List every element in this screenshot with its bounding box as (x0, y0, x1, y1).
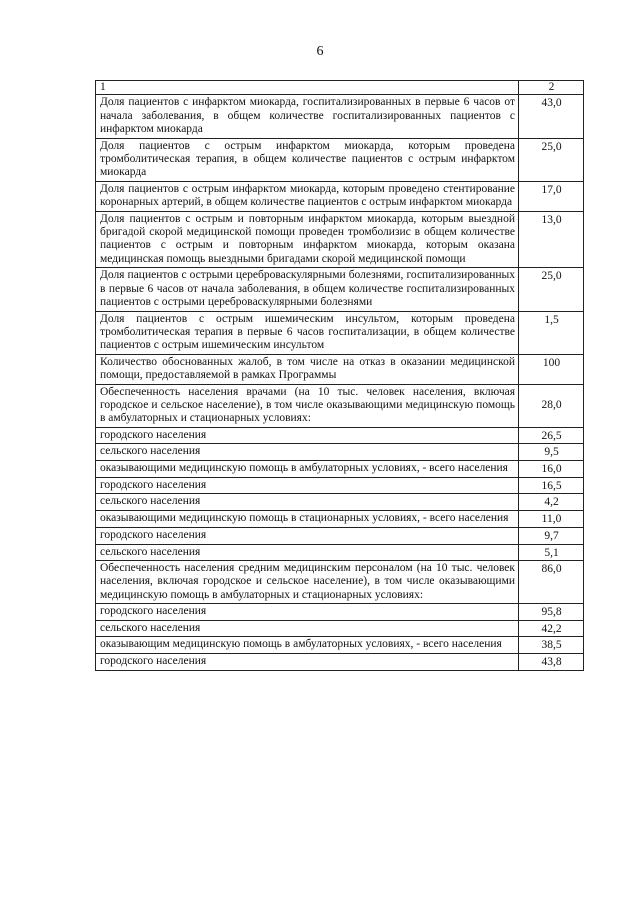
row-description: Количество обоснованных жалоб, в том числе на отказ в оказании медицинской помощи, предоставляемой в рамках Программы (96, 354, 519, 384)
row-value: 9,7 (519, 528, 584, 544)
row-value: 17,0 (519, 181, 584, 211)
table-row (96, 95, 584, 138)
table-row (96, 354, 584, 384)
table-row (96, 444, 584, 460)
table-row (96, 427, 584, 443)
row-value: 86,0 (519, 561, 584, 604)
row-description: Доля пациентов с инфарктом миокарда, госпитализированных в первые 6 часов от начала заболевания, в общем количестве госпитализированных пациентов с инфарктом миокарда (96, 95, 519, 138)
table-row (96, 544, 584, 560)
row-description: оказывающими медицинскую помощь в стационарных условиях, - всего населения (96, 510, 519, 527)
table-row (96, 268, 584, 311)
table-header-row (96, 81, 584, 95)
table-row (96, 477, 584, 493)
row-description: городского населения (96, 477, 519, 493)
row-description: сельского населения (96, 620, 519, 636)
table-row (96, 311, 584, 354)
row-description: сельского населения (96, 544, 519, 560)
row-description: Доля пациентов с острым инфарктом миокарда, которым проведена тромболитическая терапия, в общем количестве пациентов с острым инфарктом миокарда (96, 138, 519, 181)
table-row (96, 654, 584, 670)
row-value: 25,0 (519, 138, 584, 181)
page-number: 6 (316, 44, 324, 59)
row-description: оказывающим медицинскую помощь в амбулаторных условиях, - всего населения (96, 637, 519, 654)
row-value: 42,2 (519, 620, 584, 636)
row-value: 16,0 (519, 460, 584, 477)
row-value: 95,8 (519, 604, 584, 620)
table-row (96, 384, 584, 427)
table-row (96, 510, 584, 527)
row-description: городского населения (96, 528, 519, 544)
row-value: 100 (519, 354, 584, 384)
table-row (96, 561, 584, 604)
table-row (96, 528, 584, 544)
table-row (96, 211, 584, 268)
row-description: Доля пациентов с острыми цереброваскулярными болезнями, госпитализированных в первые 6 часов от начала заболевания, в общем количестве госпитализированных пациентов с острыми цереброваскулярными болезнями (96, 268, 519, 311)
row-description: городского населения (96, 654, 519, 670)
row-value: 13,0 (519, 211, 584, 268)
row-value: 38,5 (519, 637, 584, 654)
row-description: оказывающими медицинскую помощь в амбулаторных условиях, - всего населения (96, 460, 519, 477)
row-value: 5,1 (519, 544, 584, 560)
row-description: городского населения (96, 427, 519, 443)
row-description: сельского населения (96, 444, 519, 460)
row-description: Обеспеченность населения врачами (на 10 тыс. человек населения, включая городское и сельское население), в том числе оказывающими медицинскую помощь в амбулаторных и стационарных условиях: (96, 384, 519, 427)
row-description: Доля пациентов с острым ишемическим инсультом, которым проведена тромболитическая терапия в первые 6 часов госпитализации, в общем количестве пациентов с острым ишемическим инсультом (96, 311, 519, 354)
row-description: Доля пациентов с острым инфарктом миокарда, которым проведено стентирование коронарных артерий, в общем количестве пациентов с острым инфарктом миокарда (96, 181, 519, 211)
table-row (96, 494, 584, 510)
table-row (96, 138, 584, 181)
row-value: 1,5 (519, 311, 584, 354)
table-row (96, 604, 584, 620)
row-value: 25,0 (519, 268, 584, 311)
table-row (96, 620, 584, 636)
table-row (96, 460, 584, 477)
row-value: 43,0 (519, 95, 584, 138)
indicators-table (95, 80, 584, 671)
row-value: 26,5 (519, 427, 584, 443)
column-header-description: 1 (96, 81, 519, 95)
column-header-value: 2 (519, 81, 584, 95)
row-value: 11,0 (519, 510, 584, 527)
row-description: городского населения (96, 604, 519, 620)
table-row (96, 637, 584, 654)
row-description: Доля пациентов с острым и повторным инфарктом миокарда, которым выездной бригадой скорой медицинской помощи проведен тромболизис в общем количестве пациентов с острым и повторным инфарктом миокарда, которым оказана медицинская помощь выездными бригадами скорой медицинской помощи (96, 211, 519, 268)
row-description: сельского населения (96, 494, 519, 510)
row-value: 4,2 (519, 494, 584, 510)
row-description: Обеспеченность населения средним медицинским персоналом (на 10 тыс. человек населения, включая городское и сельское население), в том числе оказывающими медицинскую помощь в амбулаторных и стационарных условиях: (96, 561, 519, 604)
table-row (96, 181, 584, 211)
row-value: 16,5 (519, 477, 584, 493)
row-value: 28,0 (519, 384, 584, 427)
row-value: 43,8 (519, 654, 584, 670)
row-value: 9,5 (519, 444, 584, 460)
